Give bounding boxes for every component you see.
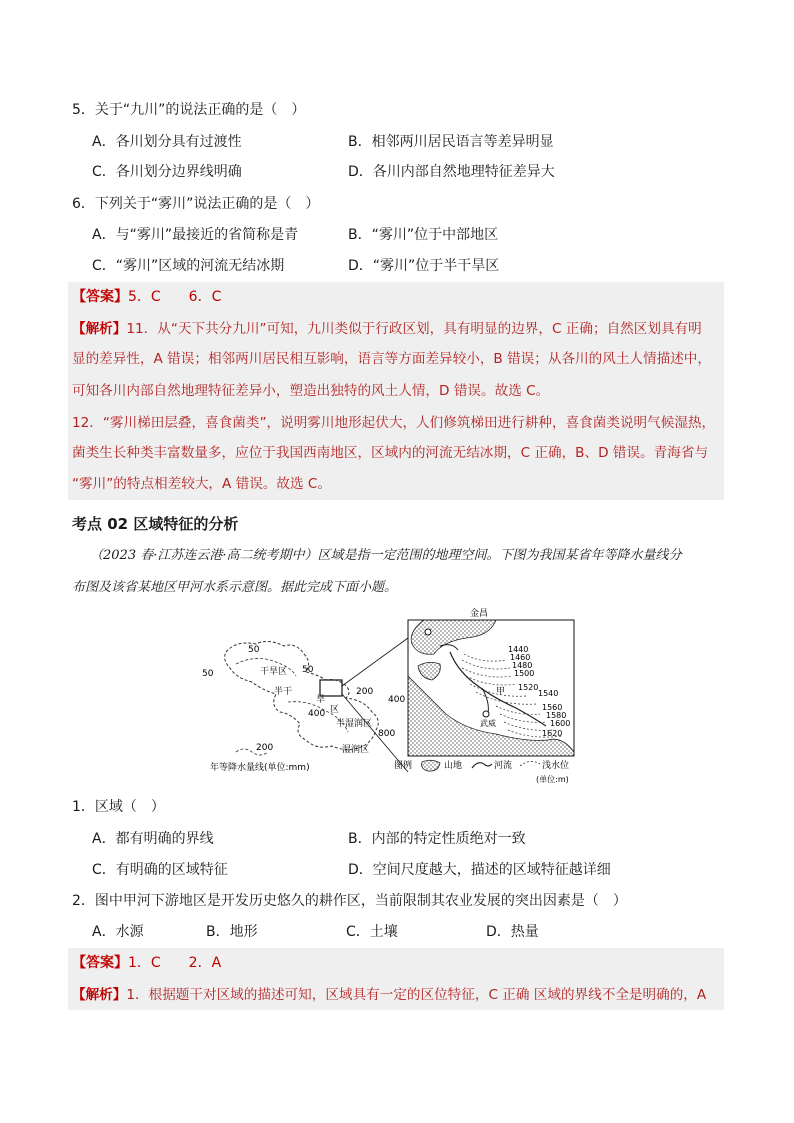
contour-1460: 1460 <box>510 653 531 662</box>
question-5-option-a: A．各川划分具有过渡性 <box>92 134 242 150</box>
wuwei-label: 武威 <box>480 719 496 728</box>
humid-zone-label: 湿润区 <box>342 745 370 755</box>
intro-line-2: 布图及该省某地区甲河水系示意图。据此完成下面小题。 <box>72 580 398 595</box>
explanation-2-text-1: 1．根据题干对区域的描述可知，区域具有一定的区位特征，C 正确 区域的界线不全是明确的，A <box>126 987 707 1003</box>
question-5-stem: 5．关于“九川”的说法正确的是（ ） <box>72 102 306 118</box>
legend-title: 图例 <box>394 761 413 771</box>
question-5-option-d: D．各川内部自然地理特征差异大 <box>348 164 555 180</box>
question-2-option-d: D．热量 <box>486 924 539 940</box>
answer-1 <box>72 287 221 307</box>
question-1-option-b: B．内部的特定性质绝对一致 <box>348 831 526 847</box>
isohyet-label-50-a: 50 <box>248 645 260 655</box>
mountain-legend-symbol <box>422 760 440 771</box>
explanation-2-label: 【解析】 <box>72 987 127 1003</box>
contour-1500: 1500 <box>514 669 535 678</box>
river-jia-label: 甲 <box>496 687 506 697</box>
contour-1440: 1440 <box>508 645 529 654</box>
question-2-stem: 2．图中甲河下游地区是开发历史悠久的耕作区，当前限制其农业发展的突出因素是（ ） <box>72 893 627 909</box>
precipitation-and-river-map <box>196 602 606 794</box>
intro-line-1: （2023 春·江苏连云港·高二统考期中）区域是指一定范围的地理空间。下图为我国某省年等降水量线分 <box>90 548 682 563</box>
question-6-option-c: C．“雾川”区域的河流无结冰期 <box>92 258 285 274</box>
explanation-1-line-1 <box>72 319 702 339</box>
isohyet-label-400-a: 400 <box>388 695 406 705</box>
contour-1620: 1620 <box>542 729 563 738</box>
answer-2-label: 【答案】 <box>72 955 128 971</box>
explanation-1-line-4: 12．“雾川梯田层叠，喜食菌类”，说明雾川地形起伏大，人们修筑梯田进行耕种，喜食菌类说明气候湿热， <box>72 415 716 431</box>
isohyet-legend-value: 200 <box>256 743 274 753</box>
question-1-stem: 1．区域（ ） <box>72 799 165 815</box>
arid-zone-label: 干旱区 <box>260 667 288 677</box>
semiarid-label-1: 半干 <box>274 687 293 697</box>
isohyet-label-800: 800 <box>378 729 396 739</box>
contour-1540: 1540 <box>538 689 559 698</box>
question-6-option-a: A．与“雾川”最接近的省简称是青 <box>92 227 299 243</box>
explanation-2-line-1 <box>72 985 706 1005</box>
contour-1480: 1480 <box>512 661 533 670</box>
water-level-legend-symbol <box>520 761 540 766</box>
jinchang-label: 金昌 <box>470 609 489 619</box>
explanation-1-text-1: 11．从“天下共分九川”可知，九川类似于行政区划，具有明显的边界，C 正确；自然区划具有明 <box>126 321 702 337</box>
question-1-option-d: D．空间尺度越大，描述的区域特征越详细 <box>348 862 611 878</box>
legend-water-level: 浅水位 <box>542 761 570 771</box>
explanation-1-line-3: 可知各川内部自然地理特征差异小，塑造出独特的风土人情，D 错误。故选 C。 <box>72 383 550 399</box>
question-5-option-c: C．各川划分边界线明确 <box>92 164 242 180</box>
legend-unit: (单位:m) <box>536 775 569 784</box>
contour-1580: 1580 <box>546 711 567 720</box>
answer-2 <box>72 953 221 973</box>
explanation-1-line-6: “雾川”的特点相差较大，A 错误。故选 C。 <box>72 476 332 492</box>
explanation-1-label: 【解析】 <box>72 321 127 337</box>
legend-mountain: 山地 <box>444 761 463 771</box>
isohyet-label-200: 200 <box>356 687 374 697</box>
section-heading: 考点 02 区域特征的分析 <box>72 515 239 533</box>
semiarid-label-2: 旱 <box>316 695 326 705</box>
contour-1520: 1520 <box>518 683 539 692</box>
question-2-option-a: A．水源 <box>92 924 144 940</box>
question-5-option-b: B．相邻两川居民语言等差异明显 <box>348 134 554 150</box>
question-2-option-b: B．地形 <box>206 924 258 940</box>
semiarid-label-3: 区 <box>330 705 340 715</box>
semihumid-zone-label: 半湿润区 <box>336 719 373 729</box>
answer-1-label: 【答案】 <box>72 289 128 305</box>
isohyet-legend-text: 年等降水量线(单位:mm) <box>210 763 310 773</box>
answer-1-text: 5．C 6．C <box>128 289 222 305</box>
isohyet-label-400-b: 400 <box>308 709 326 719</box>
question-1-option-a: A．都有明确的界线 <box>92 831 214 847</box>
isohyet-label-50-c: 50 <box>302 665 314 675</box>
question-1-option-c: C．有明确的区域特征 <box>92 862 228 878</box>
contour-1560: 1560 <box>542 703 563 712</box>
contour-1600: 1600 <box>550 719 571 728</box>
explanation-1-line-2: 显的差异性，A 错误；相邻两川居民相互影响，语言等方面差异较小，B 错误；从各川的风土人情描述中， <box>72 351 711 367</box>
legend-river: 河流 <box>494 761 513 771</box>
explanation-1-line-5: 菌类生长种类丰富数量多，应位于我国西南地区，区域内的河流无结冰期，C 正确，B、D 错误。青海省与 <box>72 445 709 461</box>
question-6-option-d: D．“雾川”位于半干旱区 <box>348 258 500 274</box>
zoom-connector-top <box>342 638 408 686</box>
isohyet-label-50-b: 50 <box>202 669 214 679</box>
answer-2-text: 1．C 2．A <box>128 955 222 971</box>
question-2-option-c: C．土壤 <box>346 924 398 940</box>
question-6-option-b: B．“雾川”位于中部地区 <box>348 227 499 243</box>
question-6-stem: 6．下列关于“雾川”说法正确的是（ ） <box>72 196 320 212</box>
selected-area-box <box>320 680 342 696</box>
river-legend-symbol <box>472 763 492 768</box>
